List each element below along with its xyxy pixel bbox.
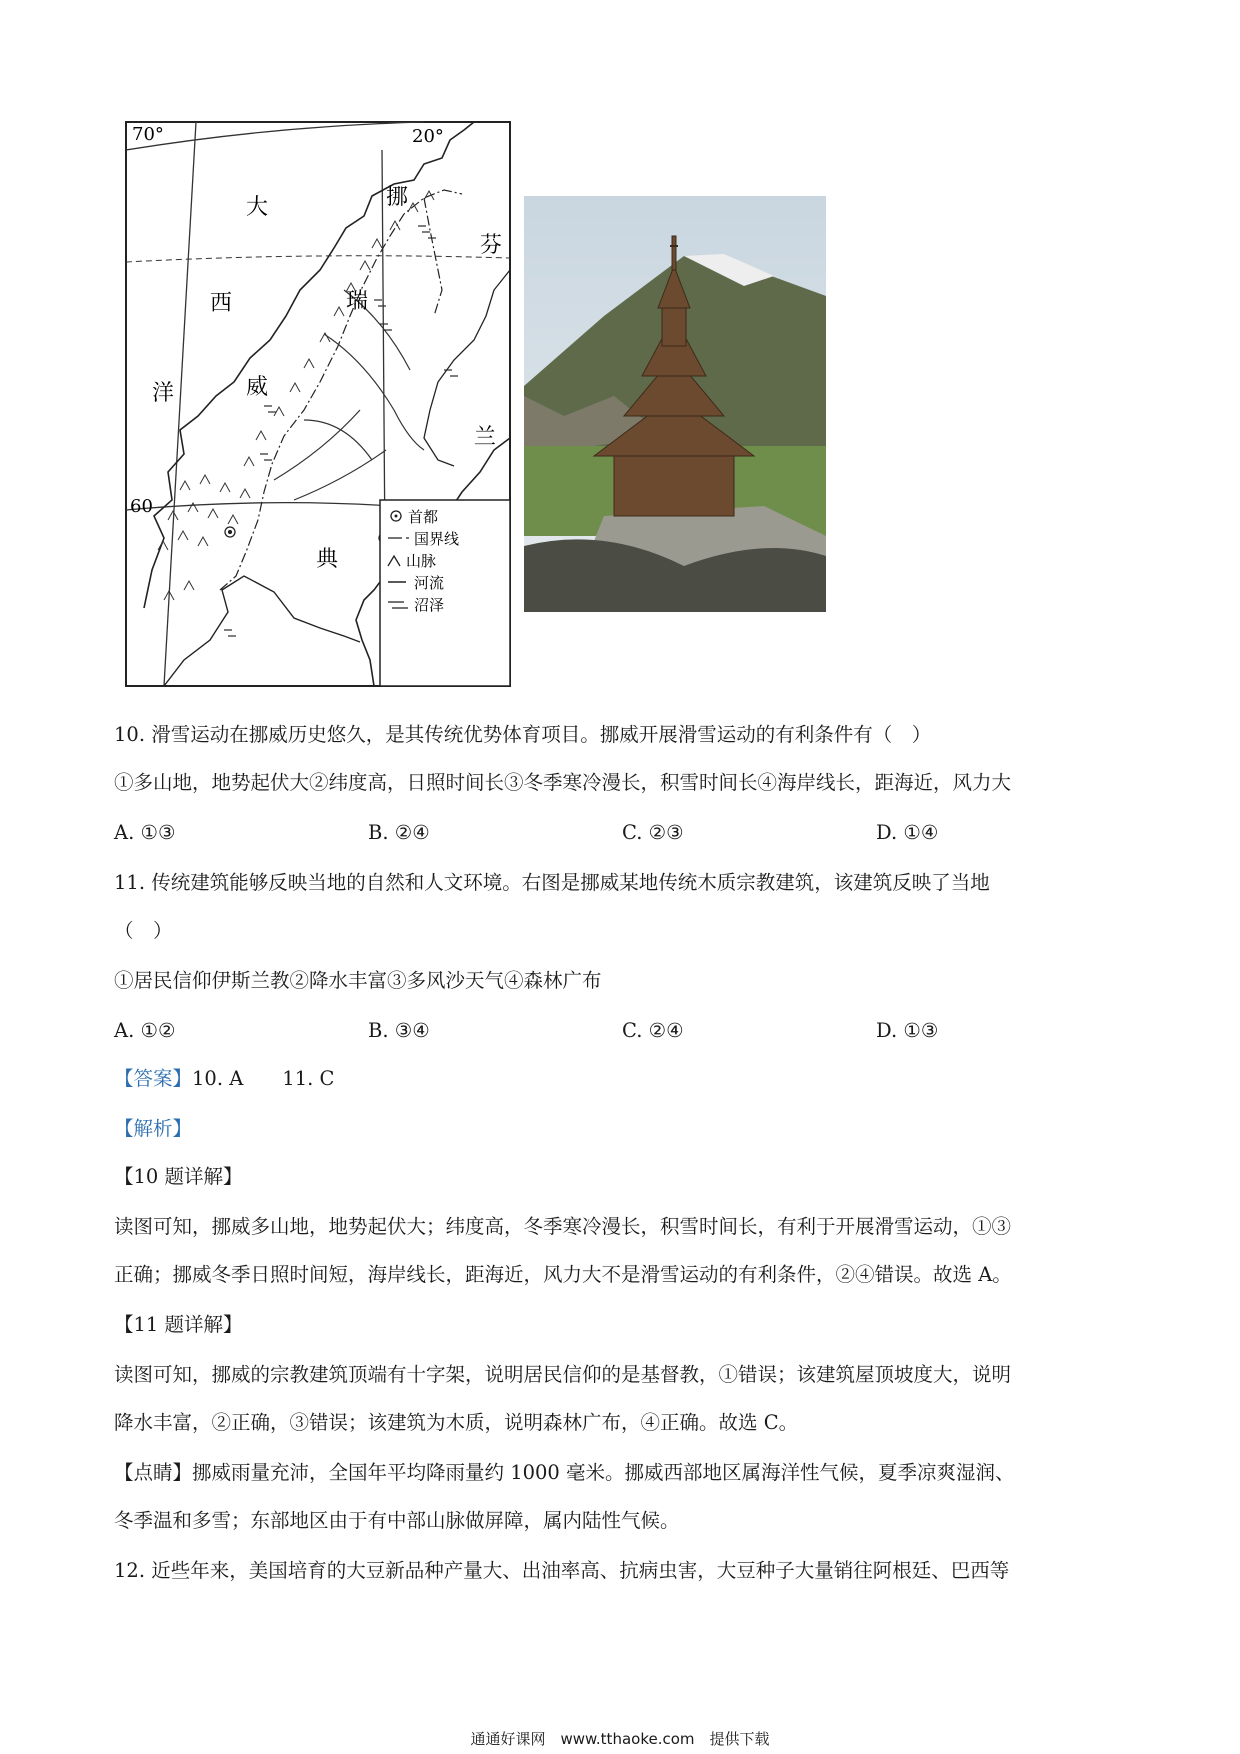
svg-text:典: 典	[316, 547, 339, 572]
q11-option-a: A. ①②	[114, 1019, 176, 1042]
map-legend	[380, 500, 510, 686]
svg-text:挪: 挪	[386, 185, 409, 210]
q11-paren: （ ）	[114, 919, 173, 942]
svg-text:兰: 兰	[474, 425, 497, 450]
q11-stem: 11. 传统建筑能够反映当地的自然和人文环境。右图是挪威某地传统木质宗教建筑，该建筑反映了当地	[114, 871, 990, 894]
tip-line2: 冬季温和多雪；东部地区由于有中部山脉做屏障，属内陆性气候。	[114, 1509, 680, 1532]
svg-text:洋: 洋	[152, 381, 175, 406]
tip-line1	[114, 1460, 1015, 1486]
page-footer: 通通好课网 www.tthaoke.com 提供下载	[470, 1730, 770, 1748]
svg-text:国界线: 国界线	[414, 530, 460, 548]
answer-label: 【答案】	[114, 1067, 193, 1090]
d10-title: 【10 题详解】	[114, 1165, 243, 1188]
q10-stem: 10. 滑雪运动在挪威历史悠久，是其传统优势体育项目。挪威开展滑雪运动的有利条件有（ ）	[114, 723, 932, 746]
d11-line1: 读图可知，挪威的宗教建筑顶端有十字架，说明居民信仰的是基督教，①错误；该建筑屋顶坡度大，说明	[114, 1363, 1012, 1386]
svg-text:20°: 20°	[412, 126, 444, 147]
svg-text:70°: 70°	[132, 124, 164, 145]
svg-text:芬: 芬	[480, 233, 503, 258]
q11-option-b: B. ③④	[368, 1019, 430, 1042]
q11-statements: ①居民信仰伊斯兰教②降水丰富③多风沙天气④森林广布	[114, 969, 602, 992]
answer-text: 10. A 11. C	[192, 1067, 335, 1090]
q11-option-c: C. ②④	[622, 1019, 684, 1042]
q10-option-b: B. ②④	[368, 821, 430, 844]
svg-text:河流: 河流	[414, 574, 445, 592]
d10-line1: 读图可知，挪威多山地，地势起伏大；纬度高，冬季寒冷漫长，积雪时间长，有利于开展滑雪运动，①③	[114, 1215, 1012, 1238]
answer-line	[114, 1066, 334, 1092]
svg-text:西: 西	[210, 291, 233, 316]
d11-title: 【11 题详解】	[114, 1313, 243, 1336]
q10-option-c: C. ②③	[622, 821, 684, 844]
analysis-label: 【解析】	[114, 1117, 193, 1140]
svg-text:沼泽: 沼泽	[414, 596, 445, 614]
scandinavia-map	[124, 120, 512, 688]
q10-option-a: A. ①③	[114, 821, 176, 844]
q11-option-d: D. ①③	[876, 1019, 939, 1042]
svg-text:威: 威	[246, 375, 269, 400]
svg-text:瑞: 瑞	[346, 289, 369, 314]
d10-line2: 正确；挪威冬季日照时间短，海岸线长，距海近，风力大不是滑雪运动的有利条件，②④错误。故选 A。	[114, 1263, 1012, 1286]
stave-church-photo	[524, 196, 826, 612]
q12-stem: 12. 近些年来，美国培育的大豆新品种产量大、出油率高、抗病虫害，大豆种子大量销往阿根廷、巴西等	[114, 1559, 1010, 1582]
d11-line2: 降水丰富，②正确，③错误；该建筑为木质，说明森林广布，④正确。故选 C。	[114, 1411, 799, 1434]
tip-text1: 挪威雨量充沛，全国年平均降雨量约 1000 毫米。挪威西部地区属海洋性气候，夏季凉爽湿润、	[192, 1461, 1015, 1484]
svg-text:山脉: 山脉	[406, 552, 437, 570]
svg-text:60: 60	[130, 496, 153, 517]
q10-option-d: D. ①④	[876, 821, 939, 844]
svg-text:大: 大	[246, 195, 269, 220]
svg-text:首都: 首都	[408, 508, 439, 526]
q10-statements: ①多山地，地势起伏大②纬度高，日照时间长③冬季寒冷漫长，积雪时间长④海岸线长，距海近，风力大	[114, 771, 1012, 794]
tip-label: 【点睛】	[114, 1461, 193, 1484]
